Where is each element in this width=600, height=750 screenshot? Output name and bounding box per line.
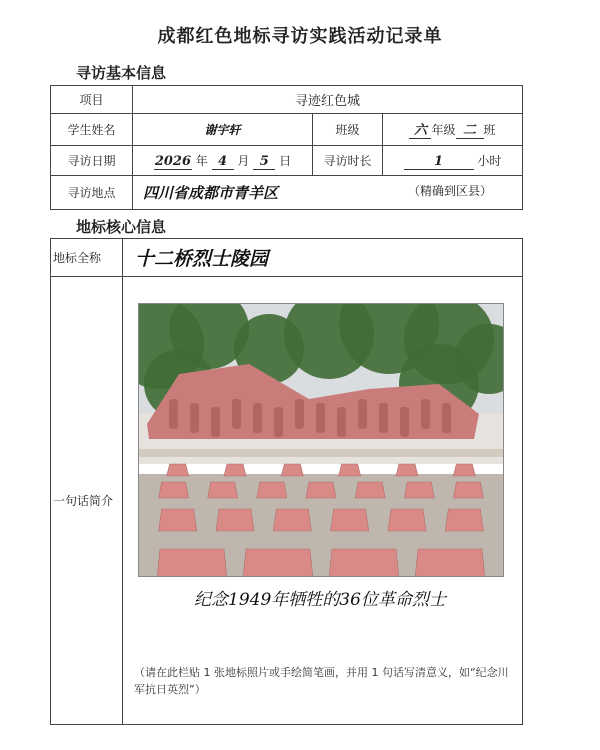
- relief-figure: [442, 403, 451, 433]
- duration-label: 寻访时长: [313, 146, 383, 176]
- landmark-photo-drawing: [139, 304, 503, 576]
- relief-figure: [169, 399, 178, 429]
- tombstone: [453, 464, 475, 476]
- tombstone: [445, 509, 483, 531]
- place-value: 四川省成都市青羊区: [143, 184, 279, 202]
- duration-unit: 小时: [477, 153, 502, 168]
- intro-label: 一句话简介: [51, 277, 123, 725]
- landmark-name-label: 地标全称: [51, 239, 123, 277]
- tombstone: [415, 549, 485, 576]
- tombstone: [257, 482, 287, 498]
- tombstone: [216, 509, 254, 531]
- date-day: 5: [253, 155, 275, 170]
- class-value: [383, 114, 523, 146]
- tombstone: [243, 549, 313, 576]
- landmark-photo: [138, 303, 504, 577]
- tombstone: [331, 509, 369, 531]
- place-label: 寻访地点: [51, 176, 133, 210]
- relief-figure: [316, 403, 325, 433]
- relief-figure: [274, 407, 283, 437]
- instruction-note: （请在此栏贴 1 张地标照片或手绘简笔画，并用 1 句话写清意义，如“纪念川军抗日英烈”）: [134, 666, 509, 696]
- relief-figure: [400, 407, 409, 437]
- tombstone: [167, 464, 189, 476]
- tombstone: [157, 549, 227, 576]
- section-core-title: 地标核心信息: [76, 218, 167, 236]
- item-value: 寻迹红色城: [133, 86, 523, 114]
- tombstone: [355, 482, 385, 498]
- tombstone: [396, 464, 418, 476]
- date-month-unit: 月: [237, 153, 250, 168]
- grade-value: 六: [409, 124, 431, 139]
- tombstone: [404, 482, 434, 498]
- relief-figure: [190, 403, 199, 433]
- duration-value: [383, 146, 523, 176]
- relief-base: [139, 449, 503, 457]
- tombstone: [329, 549, 399, 576]
- item-label: 项目: [51, 86, 133, 114]
- relief-figure: [337, 407, 346, 437]
- relief-figure: [253, 403, 262, 433]
- tombstone: [453, 482, 483, 498]
- tombstone: [208, 482, 238, 498]
- date-year: 2026: [154, 153, 191, 169]
- relief-figure: [421, 399, 430, 429]
- tombstone: [306, 482, 336, 498]
- tombstone: [159, 482, 189, 498]
- grade-unit: 年级: [431, 122, 456, 137]
- student-name-value: 谢宇轩: [133, 114, 313, 146]
- student-name-label: 学生姓名: [51, 114, 133, 146]
- class-label: 班级: [313, 114, 383, 146]
- date-value: [133, 146, 313, 176]
- relief-figure: [211, 407, 220, 437]
- landmark-name-value: 十二桥烈士陵园: [123, 239, 523, 277]
- date-year-unit: 年: [195, 153, 208, 168]
- tombstone: [339, 464, 361, 476]
- relief-figure: [379, 403, 388, 433]
- date-label: 寻访日期: [51, 146, 133, 176]
- section-basic-title: 寻访基本信息: [76, 64, 167, 82]
- class-unit: 班: [483, 122, 496, 137]
- class-number: 二: [456, 124, 484, 139]
- page-title: 成都红色地标寻访实践活动记录单: [157, 26, 443, 47]
- basic-info-table: [50, 85, 523, 210]
- date-month: 4: [212, 155, 234, 170]
- date-day-unit: 日: [279, 153, 292, 168]
- relief-figure: [358, 399, 367, 429]
- tombstone: [273, 509, 311, 531]
- intro-caption: 纪念1949年牺牲的36位革命烈士: [194, 590, 446, 610]
- place-cell: [133, 176, 523, 210]
- tombstone: [159, 509, 197, 531]
- tombstone: [281, 464, 303, 476]
- duration-number: 1: [404, 155, 474, 170]
- place-hint: （精确到区县）: [408, 184, 493, 198]
- relief-figure: [295, 399, 304, 429]
- tombstone: [224, 464, 246, 476]
- relief-figure: [232, 399, 241, 429]
- tombstone: [388, 509, 426, 531]
